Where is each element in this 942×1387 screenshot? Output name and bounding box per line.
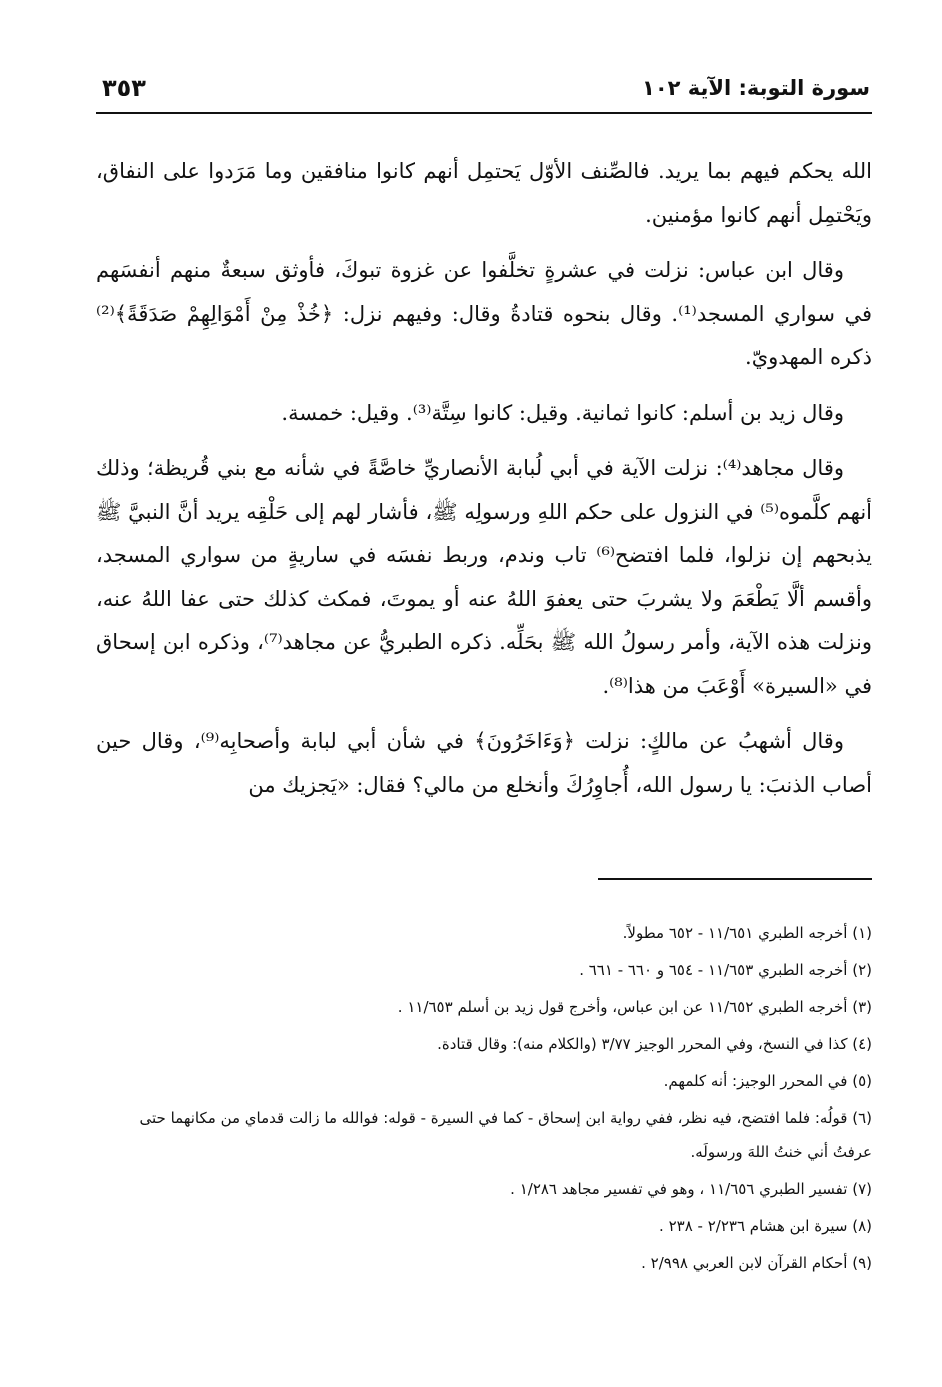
footnotes [96, 916, 872, 1283]
running-header [96, 74, 872, 114]
paragraph: وقال زيد بن أسلم: كانوا ثمانية. وقيل: كانوا سِتَّة⁽³⁾. وقيل: خمسة. [281, 400, 844, 425]
paragraph: الله يحكم فيهم بما يريد. فالصِّنف الأوّل يَحتمِل أنهم كانوا منافقين وما مَرَدوا على النفاق، ويَحْتمِل أنهم كانوا مؤمنين. [96, 159, 872, 227]
footnote: (٣) أخرجه الطبري ١١/٦٥٢ عن ابن عباس، وأخرج قول زيد بن أسلم ١١/٦٥٣ . [397, 998, 872, 1016]
main-text [96, 150, 872, 819]
header-title: سورة التوبة: الآية ١٠٢ [642, 76, 870, 100]
footnote: (٥) في المحرر الوجيز: أنه كلمهم. [663, 1072, 872, 1090]
footnote: (٢) أخرجه الطبري ١١/٦٥٣ - ٦٥٤ و ٦٦٠ - ٦٦١ . [579, 961, 872, 979]
footnote: (٤) كذا في النسخ، وفي المحرر الوجيز ٣/٧٧ (والكلام منه): وقال قتادة. [437, 1035, 872, 1053]
footnote: (٧) تفسير الطبري ١١/٦٥٦ ، وهو في تفسير مجاهد ١/٢٨٦ . [510, 1180, 872, 1198]
page-number: ٣٥٣ [102, 74, 146, 102]
paragraph: وقال مجاهد⁽⁴⁾: نزلت الآية في أبي لُبابة الأنصاريِّ خاصَّةً في شأنه مع بني قُريظة؛ وذلك أنهم كلَّموه⁽⁵⁾ في النزول على حكم اللهِ ورسولِه ﷺ، فأشار لهم إلى حَلْقِه يريد أنَّ النبيَّ ﷺ يذبحهم إن نزلوا، فلما افتضح⁽⁶⁾ تاب وندم، وربط نفسَه في ساريةٍ من سواري المسجد، وأقسم ألَّا يَطْعَمَ ولا يشربَ حتى يعفوَ اللهُ عنه أو يموتَ، فمكث كذلك حتى عفا اللهُ عنه، ونزلت هذه الآية، وأمر رسولُ الله ﷺ بحَلِّه. ذكره الطبريُّ عن مجاهد⁽⁷⁾، وذكره ابن إسحاق في «السيرة» أَوْعَبَ من هذا⁽⁸⁾. [96, 456, 873, 698]
paragraph: وقال أشهبُ عن مالكٍ: نزلت ﴿وَءَاخَرُونَ﴾ في شأن أبي لبابة وأصحابِه⁽⁹⁾، وقال حين أصاب الذنبَ: يا رسول الله، أُجاوِرُكَ وأنخلع من مالي؟ فقال: «يَجزيك من [96, 729, 872, 797]
footnote: (٦) قولُه: فلما افتضح، فيه نظر، ففي رواية ابن إسحاق - كما في السيرة - قوله: فوالله ما زالت قدماي من مكانهما حتى عرفتُ أني خنتُ اللهَ ورسولَه. [139, 1109, 872, 1161]
footnote: (٩) أحكام القرآن لابن العربي ٢/٩٩٨ . [641, 1254, 872, 1272]
paragraph: وقال ابن عباس: نزلت في عشرةٍ تخلَّفوا عن غزوة تبوكَ، فأوثق سبعةٌ منهم أنفسَهم في سواري المسجد⁽¹⁾. وقال بنحوه قتادةُ وقال: وفيهم نزل: ﴿خُذْ مِنْ أَمْوَالِهِمْ صَدَقَةً﴾⁽²⁾ ذكره المهدويّ. [96, 258, 873, 369]
footnote: (٨) سيرة ابن هشام ٢/٢٣٦ - ٢٣٨ . [659, 1217, 872, 1235]
footnote: (١) أخرجه الطبري ١١/٦٥١ - ٦٥٢ مطولاً. [622, 924, 872, 942]
footnote-divider [598, 878, 872, 880]
